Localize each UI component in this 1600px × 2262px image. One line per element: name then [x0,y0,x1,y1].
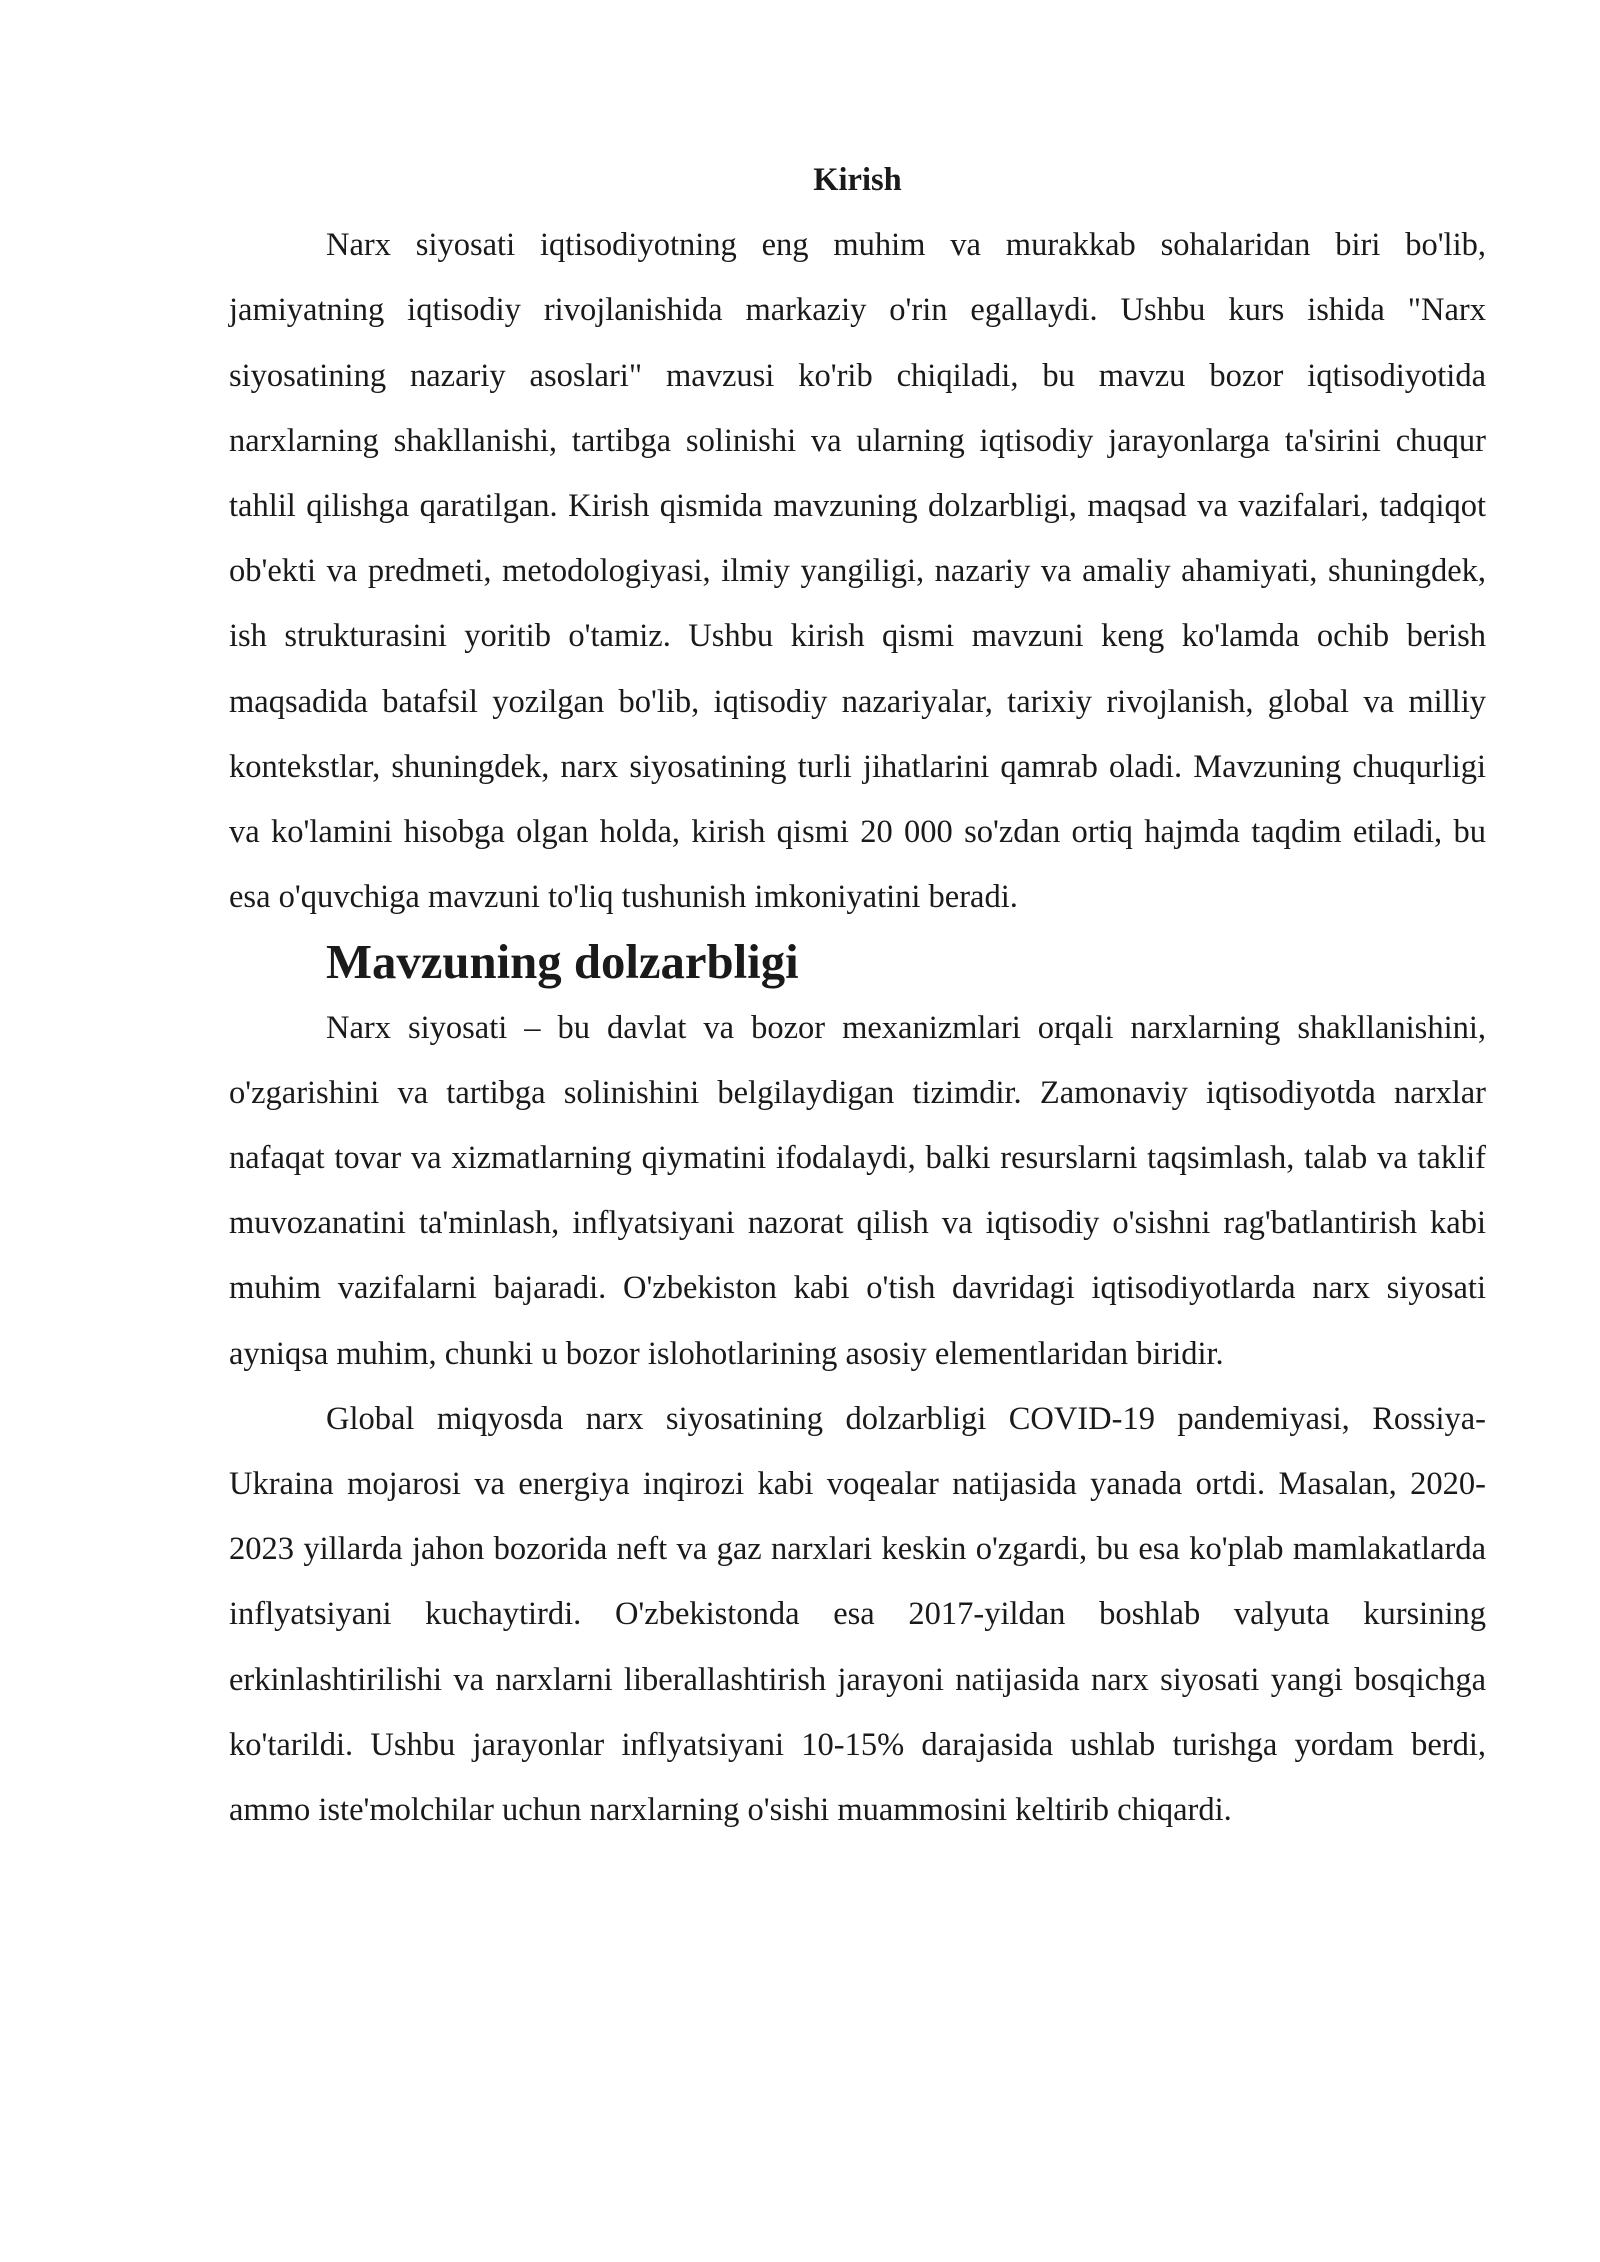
document-body [229,148,1486,1843]
section-heading: Mavzuning dolzarbligi [326,935,799,990]
page-title: Kirish [813,162,902,198]
intro-paragraph: Narx siyosati iqtisodiyotning eng muhim va murakkab sohalaridan biri bo'lib, jamiyatning iqtisodiy rivojlanishida markaziy o'rin egallaydi. Ushbu kurs ishida "Narx siyosatining nazariy asoslari" mavzusi ko'rib chiqiladi, bu mavzu bozor iqtisodiyotida narxlarning shakllanishi, tartibga solinishi va ularning iqtisodiy jarayonlarga ta'sirini chuqur tahlil qilishga qaratilgan. Kirish qismida mavzuning dolzarbligi, maqsad va vazifalari, tadqiqot ob'ekti va predmeti, metodologiyasi, ilmiy yangiligi, nazariy va amaliy ahamiyati, shuningdek, ish strukturasini yoritib o'tamiz. Ushbu kirish qismi mavzuni keng ko'lamda ochib berish maqsadida batafsil yozilgan bo'lib, iqtisodiy nazariyalar, tarixiy rivojlanish, global va milliy kontekstlar, shuningdek, narx siyosatining turli jihatlarini qamrab oladi. Mavzuning chuqurligi va ko'lamini hisobga olgan holda, kirish qismi 20 000 so'zdan ortiq hajmda taqdim etiladi, bu esa o'quvchiga mavzuni to'liq tushunish imkoniyatini beradi. [229,227,1486,916]
section-paragraph: Narx siyosati – bu davlat va bozor mexanizmlari orqali narxlarning shakllanishini, o'zgarishini va tartibga solinishini belgilaydigan tizimdir. Zamonaviy iqtisodiyotda narxlar nafaqat tovar va xizmatlarning qiymatini ifodalaydi, balki resurslarni taqsimlash, talab va taklif muvozanatini ta'minlash, inflyatsiyani nazorat qilish va iqtisodiy o'sishni rag'batlantirish kabi muhim vazifalarni bajaradi. O'zbekiston kabi o'tish davridagi iqtisodiyotlarda narx siyosati ayniqsa muhim, chunki u bozor islohotlarining asosiy elementlaridan biridir. [229,1009,1486,1372]
section-paragraph: Global miqyosda narx siyosatining dolzarbligi COVID-19 pandemiyasi, Rossiya-Ukraina mojarosi va energiya inqirozi kabi voqealar natijasida yanada ortdi. Masalan, 2020-2023 yillarda jahon bozorida neft va gaz narxlari keskin o'zgardi, bu esa ko'plab mamlakatlarda inflyatsiyani kuchaytirdi. O'zbekistonda esa 2017-yildan boshlab valyuta kursining erkinlashtirilishi va narxlarni liberallashtirish jarayoni natijasida narx siyosati yangi bosqichga ko'tarildi. Ushbu jarayonlar inflyatsiyani 10-15% darajasida ushlab turishga yordam berdi, ammo iste'molchilar uchun narxlarning o'sishi muammosini keltirib chiqardi. [229,1400,1486,1829]
